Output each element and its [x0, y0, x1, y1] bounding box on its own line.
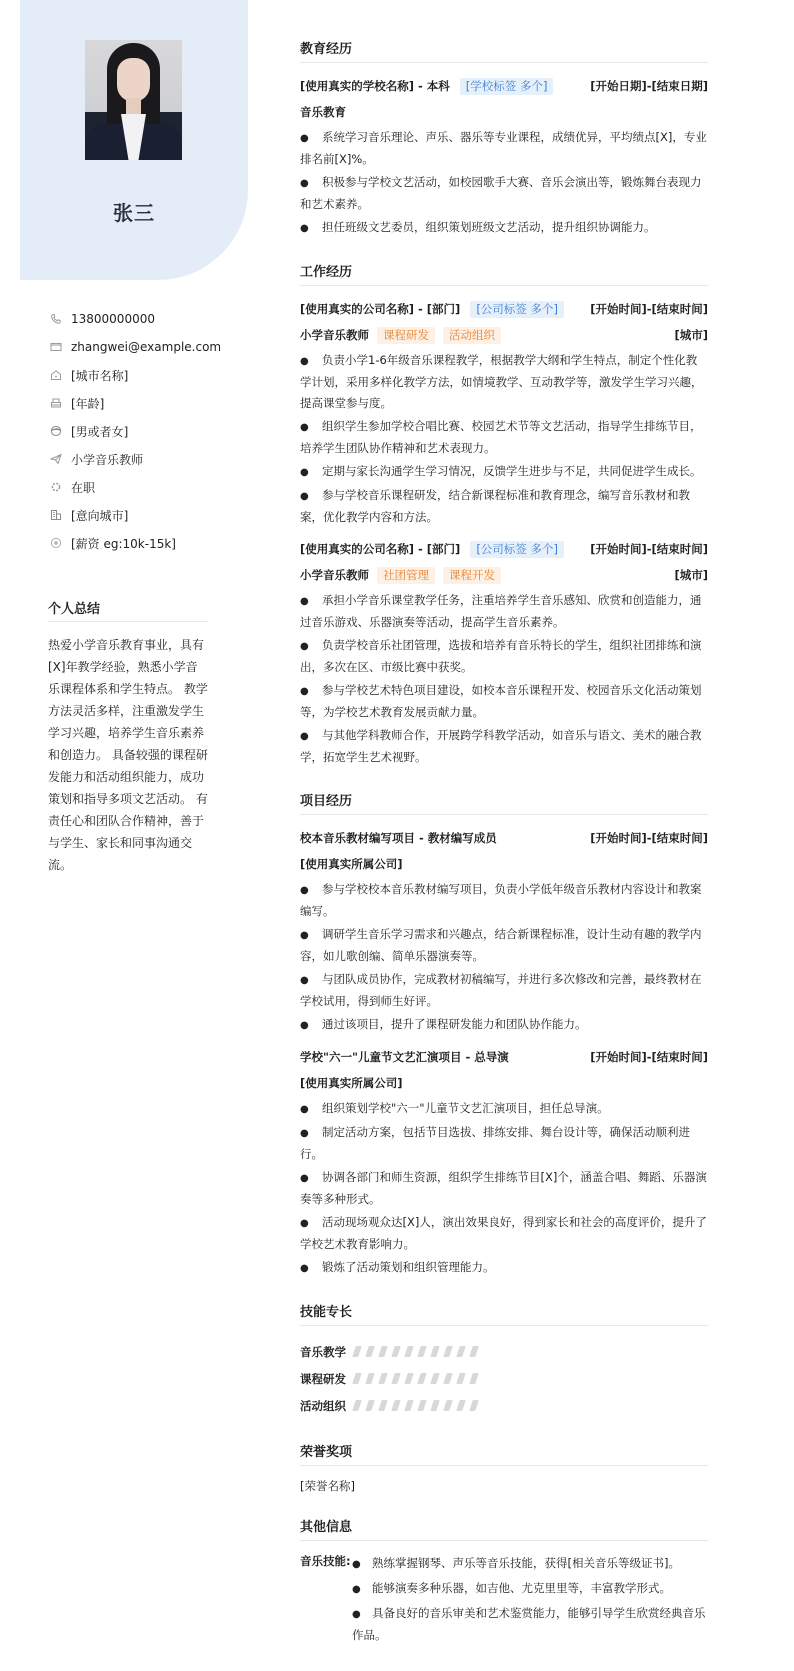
summary-title: 个人总结	[48, 598, 208, 622]
home-icon	[50, 369, 62, 381]
skills-title: 技能专长	[300, 1301, 708, 1326]
education-header	[300, 75, 708, 97]
status-icon	[50, 481, 62, 493]
contact-status-text: 在职	[71, 480, 96, 495]
education-title: 教育经历	[300, 38, 708, 63]
project-header	[300, 827, 708, 849]
list-item: ● 熟练掌握钢琴、声乐等音乐技能，获得[相关音乐等级证书]。	[352, 1556, 680, 1570]
education-section	[300, 38, 708, 239]
right-column	[300, 38, 708, 1671]
education-major-row	[300, 101, 708, 123]
list-item: ● 参与学校音乐课程研发，结合新课程标准和教育理念，编写音乐教材和教案，优化教学内容和方法。	[300, 488, 690, 524]
contact-target-city-text: [意向城市]	[71, 508, 129, 523]
honor-item: [荣誉名称]	[300, 1479, 355, 1493]
project-dates: [开始时间]-[结束时间]	[590, 831, 708, 845]
contact-position-text: 小学音乐教师	[71, 452, 144, 467]
school-name: [使用真实的学校名称] - 本科	[300, 79, 450, 93]
job-dates: [开始时间]-[结束时间]	[590, 542, 708, 556]
job-dates: [开始时间]-[结束时间]	[590, 302, 708, 316]
role-tag: 活动组织	[443, 327, 501, 344]
job-header	[300, 538, 708, 560]
job-role-row	[300, 564, 708, 586]
projects-title: 项目经历	[300, 790, 708, 815]
list-item: ● 参与学校艺术特色项目建设，如校本音乐课程开发、校园音乐文化活动策划等，为学校艺术教育发展贡献力量。	[300, 683, 702, 719]
project-entry	[300, 1046, 708, 1279]
role-tag: 社团管理	[377, 567, 435, 584]
phone-icon	[50, 313, 62, 325]
list-item: ● 负责小学1-6年级音乐课程教学，根据教学大纲和学生特点，制定个性化教学计划，采用多样化教学方法，如情境教学、互动教学等，激发学生学习兴趣，提高课堂参与度。	[300, 353, 703, 410]
skill-level-bars	[354, 1373, 484, 1384]
education-major: 音乐教育	[300, 105, 346, 119]
job-role: 小学音乐教师	[300, 568, 369, 582]
list-item: ● 调研学生音乐学习需求和兴趣点，结合新课程标准，设计生动有趣的教学内容，如儿歌创编、简单乐器演奏等。	[300, 927, 702, 963]
projects-section	[300, 790, 708, 1279]
role-tag: 课程开发	[443, 567, 501, 584]
list-item: ● 系统学习音乐理论、声乐、器乐等专业课程，成绩优异，平均绩点[X]，专业排名前[X]%。	[300, 130, 707, 166]
honors-section	[300, 1441, 708, 1494]
project-name: 学校"六一"儿童节文艺汇演项目 - 总导演	[300, 1050, 509, 1064]
avatar	[85, 40, 182, 160]
project-dates: [开始时间]-[结束时间]	[590, 1050, 708, 1064]
job-role-row	[300, 324, 708, 346]
work-section	[300, 261, 708, 768]
job-entry	[300, 538, 708, 768]
job-city: [城市]	[674, 328, 708, 342]
contact-status	[50, 473, 221, 501]
company-tag: [公司标签 多个]	[470, 541, 564, 558]
company-name: [使用真实的公司名称] - [部门]	[300, 542, 461, 556]
contact-email-text: zhangwei@example.com	[71, 340, 222, 354]
skill-name: 音乐教学	[300, 1344, 346, 1359]
honors-title: 荣誉奖项	[300, 1441, 708, 1466]
list-item: ● 协调各部门和师生资源，组织学生排练节目[X]个，涵盖合唱、舞蹈、乐器演奏等多种形式。	[300, 1170, 707, 1206]
list-item: ● 制定活动方案，包括节目选拔、排练安排、舞台设计等，确保活动顺利进行。	[300, 1125, 690, 1161]
contact-city	[50, 361, 221, 389]
job-city: [城市]	[674, 568, 708, 582]
contact-target-city	[50, 501, 221, 529]
list-item: ● 积极参与学校文艺活动，如校园歌手大赛、音乐会演出等，锻炼舞台表现力和艺术素养。	[300, 175, 702, 211]
contact-salary	[50, 529, 221, 557]
list-item: ● 与团队成员协作，完成教材初稿编写，并进行多次修改和完善，最终教材在学校试用，得到师生好评。	[300, 972, 702, 1008]
contact-phone	[50, 305, 221, 333]
list-item: ● 活动现场观众达[X]人，演出效果良好，得到家长和社会的高度评价，提升了学校艺术教育影响力。	[300, 1215, 707, 1251]
list-item: ● 与其他学科教师合作，开展跨学科教学活动，如音乐与语文、美术的融合教学，拓宽学生艺术视野。	[300, 728, 702, 764]
job-entry	[300, 298, 708, 528]
project-company-row	[300, 853, 708, 875]
list-item: ● 锻炼了活动策划和组织管理能力。	[300, 1260, 495, 1274]
role-tag: 课程研发	[377, 327, 435, 344]
list-item: ● 负责学校音乐社团管理，选拔和培养有音乐特长的学生，组织社团排练和演出，多次在区、市级比赛中获奖。	[300, 638, 702, 674]
education-bullets	[300, 127, 708, 239]
job-bullets	[300, 590, 708, 768]
contact-age-text: [年龄]	[71, 396, 105, 411]
list-item: ● 通过该项目，提升了课程研发能力和团队协作能力。	[300, 1017, 587, 1031]
skill-level-bars	[354, 1346, 484, 1357]
contact-salary-text: [薪资 eg:10k-15k]	[71, 536, 176, 551]
contact-age	[50, 389, 221, 417]
other-title: 其他信息	[300, 1516, 708, 1541]
gender-icon	[50, 425, 62, 437]
list-item: ● 具备良好的音乐审美和艺术鉴赏能力，能够引导学生欣赏经典音乐作品。	[352, 1606, 706, 1642]
skill-row	[300, 1365, 708, 1392]
skill-name: 课程研发	[300, 1371, 346, 1386]
skills-section	[300, 1301, 708, 1419]
contact-email	[50, 333, 221, 361]
mail-icon	[50, 341, 62, 353]
school-tag: [学校标签 多个]	[460, 78, 554, 95]
contact-gender-text: [男或者女]	[71, 424, 129, 439]
other-section	[300, 1516, 708, 1649]
other-bullets	[352, 1553, 708, 1649]
list-item: ● 组织学生参加学校合唱比赛、校园艺术节等文艺活动，指导学生排练节目，培养学生团队协作精神和艺术表现力。	[300, 419, 702, 455]
contact-position	[50, 445, 221, 473]
work-title: 工作经历	[300, 261, 708, 286]
contact-city-text: [城市名称]	[71, 368, 129, 383]
summary-text: 热爱小学音乐教育事业，具有[X]年教学经验，熟悉小学音乐课程体系和学生特点。 教学方法灵活多样，注重激发学生学习兴趣，培养学生音乐素养和创造力。 具备较强的课程研发能力和活动组织能力，成功策划和指导多项文艺活动。 有责任心和团队合作精神，善于与学生、家长和同事沟通交流。	[48, 638, 208, 872]
job-bullets	[300, 350, 708, 528]
skill-row	[300, 1392, 708, 1419]
skill-level-bars	[354, 1400, 484, 1411]
summary-section	[48, 598, 208, 876]
list-item: ● 担任班级文艺委员，组织策划班级文艺活动，提升组织协调能力。	[300, 220, 656, 234]
skill-name: 活动组织	[300, 1398, 346, 1413]
other-info	[300, 1553, 708, 1649]
salary-icon	[50, 537, 62, 549]
contact-gender	[50, 417, 221, 445]
list-item: ● 组织策划学校"六一"儿童节文艺汇演项目，担任总导演。	[300, 1101, 609, 1115]
project-header	[300, 1046, 708, 1068]
project-entry	[300, 827, 708, 1036]
age-icon	[50, 397, 62, 409]
building-icon	[50, 509, 62, 521]
contact-phone-text: 13800000000	[71, 312, 155, 326]
company-name: [使用真实的公司名称] - [部门]	[300, 302, 461, 316]
company-tag: [公司标签 多个]	[470, 301, 564, 318]
project-name: 校本音乐教材编写项目 - 教材编写成员	[300, 831, 497, 845]
send-icon	[50, 453, 62, 465]
list-item: ● 参与学校校本音乐教材编写项目，负责小学低年级音乐教材内容设计和教案编写。	[300, 882, 702, 918]
job-header	[300, 298, 708, 320]
education-dates: [开始日期]-[结束日期]	[590, 79, 708, 93]
candidate-name: 张三	[113, 201, 155, 225]
list-item: ● 承担小学音乐课堂教学任务，注重培养学生音乐感知、欣赏和创造能力，通过音乐游戏、乐器演奏等活动，提高学生音乐素养。	[300, 593, 702, 629]
project-company: [使用真实所属公司]	[300, 857, 403, 871]
contact-list	[50, 305, 221, 557]
project-company: [使用真实所属公司]	[300, 1076, 403, 1090]
list-item: ● 定期与家长沟通学生学习情况，反馈学生进步与不足，共同促进学生成长。	[300, 464, 702, 478]
job-role: 小学音乐教师	[300, 328, 369, 342]
project-bullets	[300, 879, 708, 1036]
project-company-row	[300, 1072, 708, 1094]
project-bullets	[300, 1098, 708, 1279]
list-item: ● 能够演奏多种乐器，如吉他、尤克里里等，丰富教学形式。	[352, 1581, 671, 1595]
other-label: 音乐技能:	[300, 1554, 351, 1568]
skill-row	[300, 1338, 708, 1365]
